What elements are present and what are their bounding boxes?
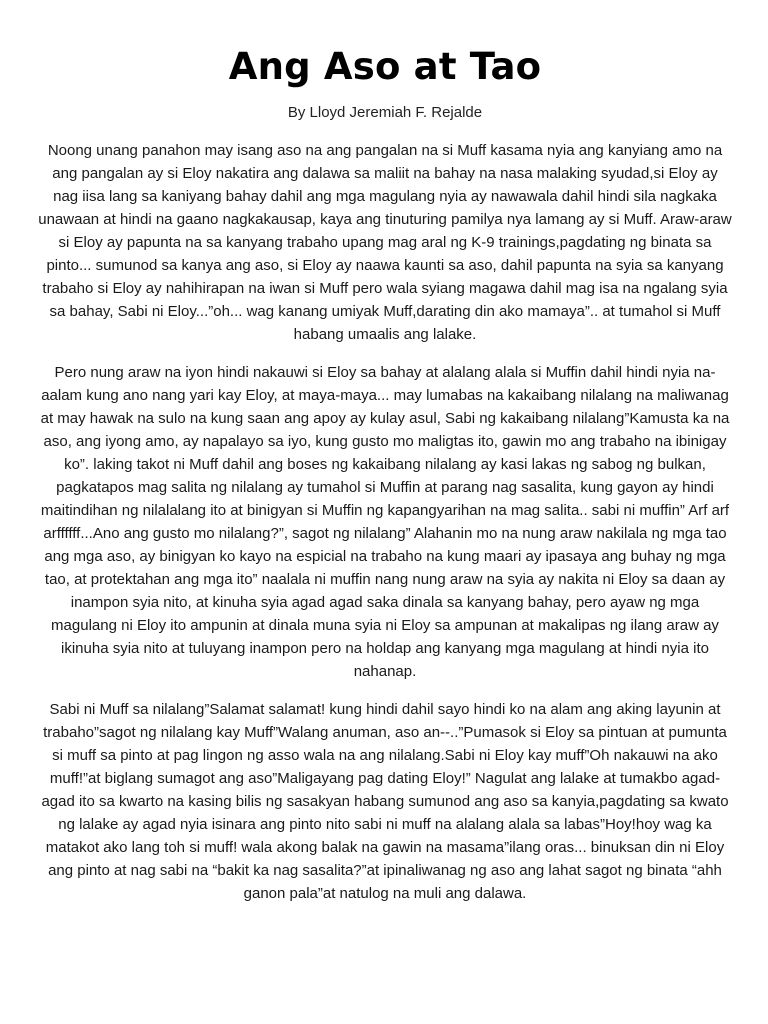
story-paragraph-3: Sabi ni Muff sa nilalang”Salamat salamat! kung hindi dahil sayo hindi ko na alam ang aking layunin at trabaho”sagot ng nilalang kay Muff”Walang anuman, aso an--..”Pumasok si Eloy sa pintuan at pumunta si muff sa pinto at pag lingon ng asso wala na ang nilalang.Sabi ni Eloy kay muff”Oh nakauwi na ako muff!”at biglang sumagot ang aso”Maligayang pag dating Eloy!” Nagulat ang lalake at tumakbo agad-agad ito sa kwarto na kasing bilis ng sasakyan habang sumunod ang aso sa kanyia,pagdating sa kwato ng lalake ay agad nyia isinara ang pinto nito sabi ni muff na alalang alala sa labas”Hoy!hoy wag ka matakot ako lang toh si muff! wala akong balak na gawin na masama”ilang oras... binuksan din ni Eloy ang pinto at nag sabi na “bakit ka nag sasalita?”at ipinaliwanag ng aso ang lahat sagot ng binata “ahh ganon pala”at natulog na muli ang dalawa. <box>41 701 729 902</box>
story-paragraph-2: Pero nung araw na iyon hindi nakauwi si Eloy sa bahay at alalang alala si Muffin dahil hindi nyia na-aalam kung ano nang yari kay Eloy, at maya-maya... may lumabas na kakaibang nilalang na maliwanag at may hawak na sulo na kung saan ang apoy ay kulay asul, Sabi ng kakaibang nilalang”Kamusta ka na aso, ang iyong amo, ay napalayo sa iyo, kung gusto mo maligtas ito, gawin mo ang trabaho na ibinigay ko”. laking takot ni Muff dahil ang boses ng kakaibang nilalang ay kasi lakas ng sabog ng bulkan, pagkatapos mag salita ng nilalang ay tumahol si Muffin at parang nag sasalita, kung gayon ay hindi maitindihan ng nilalalang ito at binigyan si Muffin ng kapangyarihan na mag salita.. sabi ni muffin” Arf arf arffffff...Ano ang gusto mo nilalang?”, sagot ng nilalang” Alahanin mo na nung araw nakilala ng mga tao ang mga aso, ay binigyan ko kayo na espicial na trabaho na kung maari ay ipasaya ang buhay ng mga tao, at protektahan ang mga ito” naalala ni muffin nang nung araw na syia ay nakita ni Eloy sa daan ay inampon syia nito, at kinuha syia agad agad saka dinala sa kanyang bahay, pero ayaw ng mga magulang ni Eloy ito ampunin at dinala muna syia ni Eloy sa ampunan at makalipas ng ilang araw ay ikinuha syia nito at tuluyang inampon pero na holdap ang kanyang mga magulang at hindi nyia ito nahanap. <box>40 364 730 680</box>
story-paragraph-1: Noong unang panahon may isang aso na ang pangalan na si Muff kasama nyia ang kanyiang amo na ang pangalan ay si Eloy nakatira ang dalawa sa maliit na bahay na nasa malaking syudad,si Eloy ay nag iisa lang sa kaniyang bahay dahil ang mga magulang nyia ay nawawala dahil hindi sila nagkaka unawaan at hindi na gaano nagkakausap, kaya ang tinuturing pamilya nya lamang ay si Muff. Araw-araw si Eloy ay papunta na sa kanyang trabaho upang mag aral ng K-9 trainings,pagdating ng binata sa pinto... sumunod sa kanya ang aso, si Eloy ay naawa kaunti sa aso, dahil papunta na syia sa kanyang trabaho si Eloy ay nahihirapan na iwan si Muff pero wala syiang magawa dahil mag isa na ngalang syia sa bahay, Sabi ni Eloy...”oh... wag kanang umiyak Muff,darating din ako mamaya”.. at tumahol si Muff habang umaalis ang lalake. <box>38 142 732 343</box>
story-title: Ang Aso at Tao <box>228 45 542 88</box>
story-author: By Lloyd Jeremiah F. Rejalde <box>287 104 483 121</box>
